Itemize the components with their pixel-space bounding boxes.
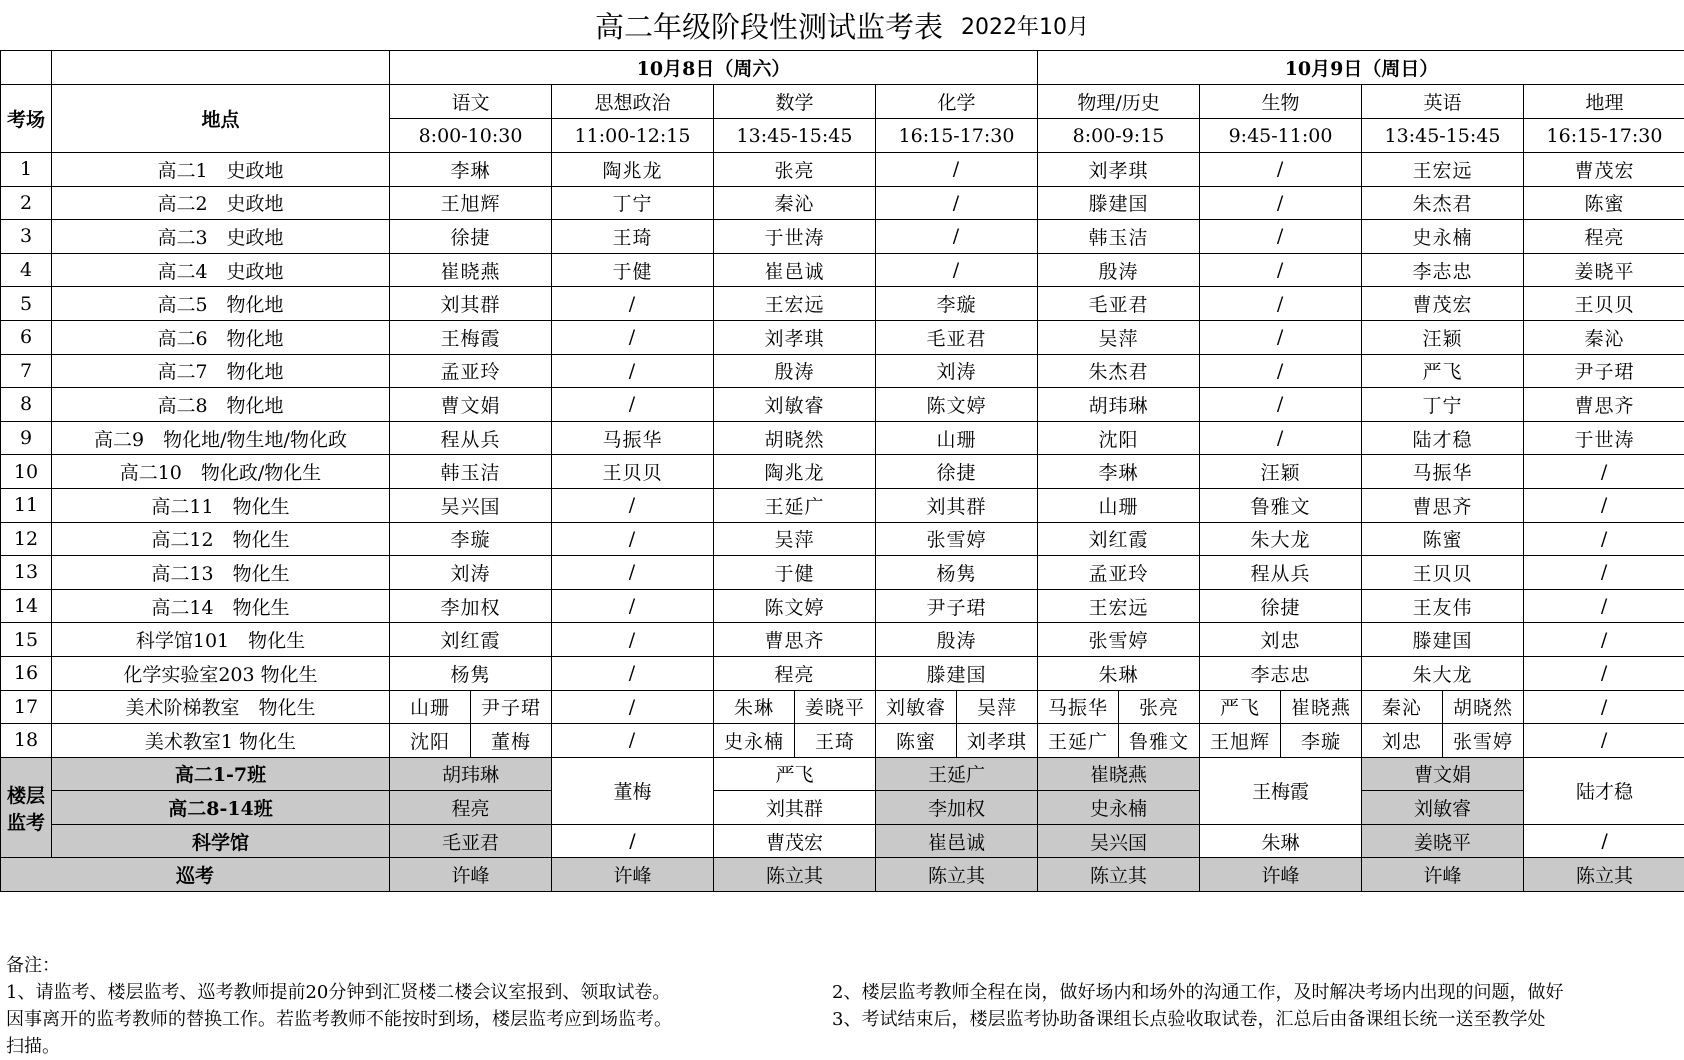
invigilator-cell: 李璇 (876, 287, 1038, 321)
invigilator-cell: 朱大龙 (1362, 656, 1524, 690)
room-location: 高二8 物化地 (52, 388, 390, 422)
note-2-cont: 因事离开的监考教师的替换工作。若监考教师不能按时到场，楼层监考应到场监考。 (6, 1006, 672, 1033)
room-number: 14 (1, 589, 52, 623)
invigilator-cell: 毛亚君 (876, 320, 1038, 354)
floor-cell: 曹茂宏 (714, 824, 876, 858)
invigilator-cell: / (552, 724, 714, 758)
invigilator-cell: 吴萍 (957, 690, 1038, 724)
invigilator-cell: 严飞 (1362, 354, 1524, 388)
patrol-label: 巡考 (1, 858, 390, 892)
patrol-cell: 许峰 (390, 858, 552, 892)
invigilator-cell: 王友伟 (1362, 589, 1524, 623)
invigilator-cell: 李加权 (390, 589, 552, 623)
patrol-cell: 陈立其 (876, 858, 1038, 892)
room-number: 10 (1, 455, 52, 489)
invigilator-cell: / (552, 522, 714, 556)
day2-header: 10月9日（周日） (1038, 51, 1684, 85)
invigilator-cell: 马振华 (1362, 455, 1524, 489)
invigilator-cell: 胡晓然 (1443, 690, 1524, 724)
invigilator-cell: 胡晓然 (714, 421, 876, 455)
invigilator-cell: 沈阳 (390, 724, 471, 758)
invigilator-cell: 王贝贝 (1524, 287, 1684, 321)
invigilator-cell: 曹茂宏 (1362, 287, 1524, 321)
invigilator-cell: / (1200, 421, 1362, 455)
invigilator-cell: 殷涛 (1038, 253, 1200, 287)
room-location: 高二6 物化地 (52, 320, 390, 354)
invigilator-cell: 尹子珺 (1524, 354, 1684, 388)
invigilator-cell: 王旭辉 (390, 186, 552, 220)
sheet-title (0, 0, 1684, 50)
invigilator-cell: / (876, 186, 1038, 220)
floor-cell: 陆才稳 (1524, 757, 1684, 824)
table-row (1, 488, 1684, 522)
floor-cell: 董梅 (552, 757, 714, 824)
invigilator-cell: 朱琳 (714, 690, 795, 724)
invigilator-cell: / (1524, 455, 1684, 489)
time-header: 9:45-11:00 (1200, 119, 1362, 153)
invigilator-cell: 王琦 (795, 724, 876, 758)
invigilator-cell: / (876, 220, 1038, 254)
invigilator-cell: / (1200, 253, 1362, 287)
time-header: 11:00-12:15 (552, 119, 714, 153)
time-header: 13:45-15:45 (1362, 119, 1524, 153)
invigilator-cell: 秦沁 (1362, 690, 1443, 724)
invigilator-cell: / (1200, 186, 1362, 220)
invigilator-cell: 汪颖 (1362, 320, 1524, 354)
floor-cell: 刘敏睿 (1362, 791, 1524, 825)
invigilator-cell: 陈文婷 (714, 589, 876, 623)
room-location: 高二1 史政地 (52, 153, 390, 187)
subject-header: 数学 (714, 85, 876, 119)
invigilator-cell: 李琳 (390, 153, 552, 187)
invigilator-cell: 于健 (714, 556, 876, 590)
room-number: 13 (1, 556, 52, 590)
title-date: 2022年10月 (961, 10, 1089, 41)
room-number: 18 (1, 724, 52, 758)
invigilator-cell: 董梅 (471, 724, 552, 758)
table-row (1, 253, 1684, 287)
patrol-cell: 陈立其 (714, 858, 876, 892)
invigilator-cell: 于世涛 (1524, 421, 1684, 455)
table-row (1, 690, 1684, 724)
floor-cell: 程亮 (390, 791, 552, 825)
invigilator-cell: 朱杰君 (1362, 186, 1524, 220)
invigilator-cell: 刘敏睿 (876, 690, 957, 724)
floor-cell: 毛亚君 (390, 824, 552, 858)
invigilator-cell: 李璇 (1281, 724, 1362, 758)
invigilator-cell: 滕建国 (1362, 623, 1524, 657)
invigilator-cell: 韩玉洁 (390, 455, 552, 489)
invigilator-cell: / (1524, 488, 1684, 522)
invigilator-cell: 刘敏睿 (714, 388, 876, 422)
room-location: 高二12 物化生 (52, 522, 390, 556)
invigilator-cell: 陈蜜 (876, 724, 957, 758)
invigilator-cell: 刘其群 (876, 488, 1038, 522)
patrol-cell: 许峰 (1200, 858, 1362, 892)
invigilator-cell: / (1200, 388, 1362, 422)
invigilator-cell: 王延广 (714, 488, 876, 522)
note-1: 1、请监考、楼层监考、巡考教师提前20分钟到汇贤楼二楼会议室报到、领取试卷。 (6, 979, 670, 1006)
invigilator-cell: 沈阳 (1038, 421, 1200, 455)
invigilator-cell: 陈蜜 (1524, 186, 1684, 220)
floor-group: 高二8-14班 (52, 791, 390, 825)
invigilator-cell: 陆才稳 (1362, 421, 1524, 455)
room-location: 高二3 史政地 (52, 220, 390, 254)
invigilator-cell: 韩玉洁 (1038, 220, 1200, 254)
invigilator-cell: / (1200, 220, 1362, 254)
invigilator-cell: 史永楠 (714, 724, 795, 758)
room-number: 1 (1, 153, 52, 187)
invigilator-cell: 刘忠 (1200, 623, 1362, 657)
table-row (1, 388, 1684, 422)
patrol-cell: 陈立其 (1524, 858, 1684, 892)
invigilator-cell: 刘忠 (1362, 724, 1443, 758)
invigilator-cell: 崔晓燕 (390, 253, 552, 287)
invigilator-cell: 曹思齐 (714, 623, 876, 657)
invigilator-cell: / (552, 690, 714, 724)
invigilator-cell: 徐捷 (876, 455, 1038, 489)
invigilator-cell: / (1524, 724, 1684, 758)
floor-cell: 吴兴国 (1038, 824, 1200, 858)
invigilator-cell: 姜晓平 (795, 690, 876, 724)
invigilator-cell: 毛亚君 (1038, 287, 1200, 321)
invigilator-cell: 杨隽 (390, 656, 552, 690)
invigilator-cell: 孟亚玲 (390, 354, 552, 388)
invigilator-cell: 刘涛 (390, 556, 552, 590)
invigilator-cell: 秦沁 (1524, 320, 1684, 354)
room-number: 9 (1, 421, 52, 455)
invigilator-cell: 杨隽 (876, 556, 1038, 590)
invigilator-cell: 刘涛 (876, 354, 1038, 388)
day1-header: 10月8日（周六） (390, 51, 1038, 85)
room-number: 4 (1, 253, 52, 287)
invigilator-cell: 汪颖 (1200, 455, 1362, 489)
invigilator-cell: 张雪婷 (1038, 623, 1200, 657)
room-location: 高二9 物化地/物生地/物化政 (52, 421, 390, 455)
invigilator-cell: 王宏远 (1362, 153, 1524, 187)
invigilator-cell: 刘孝琪 (957, 724, 1038, 758)
floor-cell: 史永楠 (1038, 791, 1200, 825)
invigilator-cell: 崔晓燕 (1281, 690, 1362, 724)
table-row (1, 220, 1684, 254)
invigilator-cell: 刘孝琪 (714, 320, 876, 354)
invigilator-cell: 徐捷 (390, 220, 552, 254)
invigilator-cell: 程亮 (714, 656, 876, 690)
room-number: 12 (1, 522, 52, 556)
floor-cell: 王梅霞 (1200, 757, 1362, 824)
table-row (1, 556, 1684, 590)
room-number: 11 (1, 488, 52, 522)
room-location: 高二7 物化地 (52, 354, 390, 388)
invigilator-cell: 吴兴国 (390, 488, 552, 522)
room-number: 3 (1, 220, 52, 254)
invigilator-cell: 陶兆龙 (714, 455, 876, 489)
note-3: 3、考试结束后，楼层监考协助备课组长点验收取试卷，汇总后由备课组长统一送至教学处 (832, 1006, 1545, 1033)
room-number: 16 (1, 656, 52, 690)
invigilator-cell: 李璇 (390, 522, 552, 556)
invigilator-cell: 马振华 (1038, 690, 1119, 724)
table-row (1, 522, 1684, 556)
room-number: 7 (1, 354, 52, 388)
invigilator-cell: 李志忠 (1362, 253, 1524, 287)
invigilator-cell: 尹子珺 (876, 589, 1038, 623)
invigilator-cell: 于世涛 (714, 220, 876, 254)
time-header: 8:00-9:15 (1038, 119, 1200, 153)
invigilator-cell: 史永楠 (1362, 220, 1524, 254)
floor-cell: / (1524, 824, 1684, 858)
room-location: 高二11 物化生 (52, 488, 390, 522)
room-number: 15 (1, 623, 52, 657)
invigilator-cell: 张亮 (1119, 690, 1200, 724)
invigilator-cell: / (876, 253, 1038, 287)
corner-cell-2 (52, 51, 390, 85)
subject-header: 生物 (1200, 85, 1362, 119)
room-number: 5 (1, 287, 52, 321)
table-row (1, 724, 1684, 758)
invigilator-cell: 王琦 (552, 220, 714, 254)
invigilator-cell: 程从兵 (1200, 556, 1362, 590)
invigilator-cell: 鲁雅文 (1200, 488, 1362, 522)
floor-cell: 崔邑诚 (876, 824, 1038, 858)
subject-header: 语文 (390, 85, 552, 119)
invigilator-cell: 山珊 (876, 421, 1038, 455)
subject-header: 地理 (1524, 85, 1684, 119)
invigilator-cell: 孟亚玲 (1038, 556, 1200, 590)
invigilator-cell: / (552, 488, 714, 522)
invigilator-cell: / (552, 388, 714, 422)
invigilator-cell: / (552, 623, 714, 657)
invigilator-cell: / (876, 153, 1038, 187)
invigilator-cell: 山珊 (1038, 488, 1200, 522)
invigilator-cell: / (552, 354, 714, 388)
invigilator-cell: 陈文婷 (876, 388, 1038, 422)
subject-header: 物理/历史 (1038, 85, 1200, 119)
invigilator-cell: 刘红霞 (390, 623, 552, 657)
invigilator-cell: 吴萍 (1038, 320, 1200, 354)
room-number: 8 (1, 388, 52, 422)
invigilator-cell: 王延广 (1038, 724, 1119, 758)
room-location: 高二14 物化生 (52, 589, 390, 623)
invigilator-cell: 王宏远 (714, 287, 876, 321)
room-number: 2 (1, 186, 52, 220)
subject-header: 化学 (876, 85, 1038, 119)
invigilator-cell: 严飞 (1200, 690, 1281, 724)
invigilator-cell: / (1524, 589, 1684, 623)
patrol-cell: 陈立其 (1038, 858, 1200, 892)
invigilator-cell: / (1524, 623, 1684, 657)
room-location: 高二4 史政地 (52, 253, 390, 287)
table-row (1, 186, 1684, 220)
invigilator-cell: / (552, 287, 714, 321)
floor-cell: 严飞 (714, 757, 876, 791)
page-title: 高二年级阶段性测试监考表 (595, 5, 943, 46)
subject-header: 英语 (1362, 85, 1524, 119)
invigilator-cell: 刘其群 (390, 287, 552, 321)
invigilator-cell: 张雪婷 (1443, 724, 1524, 758)
table-row (1, 421, 1684, 455)
invigilator-cell: / (1524, 522, 1684, 556)
invigilator-cell: 胡玮琳 (1038, 388, 1200, 422)
invigilator-cell: 姜晓平 (1524, 253, 1684, 287)
room-header: 考场 (1, 85, 52, 153)
note-2: 2、楼层监考教师全程在岗，做好场内和场外的沟通工作，及时解决考场内出现的问题，做好 (832, 979, 1563, 1006)
invigilator-cell: 刘红霞 (1038, 522, 1200, 556)
floor-group: 高二1-7班 (52, 757, 390, 791)
invigilator-cell: 殷涛 (714, 354, 876, 388)
invigilator-cell: 程亮 (1524, 220, 1684, 254)
floor-cell: 李加权 (876, 791, 1038, 825)
invigilator-cell: 陈蜜 (1362, 522, 1524, 556)
invigilator-cell: / (1200, 153, 1362, 187)
time-header: 16:15-17:30 (1524, 119, 1684, 153)
floor-cell: / (552, 824, 714, 858)
invigilator-cell: 鲁雅文 (1119, 724, 1200, 758)
invigilator-cell: 吴萍 (714, 522, 876, 556)
floor-cell: 曹文娟 (1362, 757, 1524, 791)
table-row (1, 623, 1684, 657)
time-header: 8:00-10:30 (390, 119, 552, 153)
invigilator-cell: 朱大龙 (1200, 522, 1362, 556)
room-number: 17 (1, 690, 52, 724)
invigilator-cell: 秦沁 (714, 186, 876, 220)
invigilator-cell: / (552, 320, 714, 354)
invigilation-table (0, 50, 1684, 892)
room-location: 美术教室1 物化生 (52, 724, 390, 758)
floor-cell: 王延广 (876, 757, 1038, 791)
notes (0, 952, 1684, 1060)
invigilator-cell: / (1200, 287, 1362, 321)
table-row (1, 320, 1684, 354)
room-location: 高二2 史政地 (52, 186, 390, 220)
invigilator-cell: 王梅霞 (390, 320, 552, 354)
invigilator-cell: 曹思齐 (1362, 488, 1524, 522)
invigilator-cell: 王贝贝 (1362, 556, 1524, 590)
invigilator-cell: 李志忠 (1200, 656, 1362, 690)
invigilator-cell: 崔邑诚 (714, 253, 876, 287)
room-location: 高二10 物化政/物化生 (52, 455, 390, 489)
floor-cell: 胡玮琳 (390, 757, 552, 791)
notes-heading: 备注： (6, 952, 60, 979)
floor-cell: 刘其群 (714, 791, 876, 825)
table-row (1, 287, 1684, 321)
invigilator-cell: 丁宁 (1362, 388, 1524, 422)
room-location: 高二13 物化生 (52, 556, 390, 590)
table-row (1, 656, 1684, 690)
time-header: 16:15-17:30 (876, 119, 1038, 153)
floor-cell: 姜晓平 (1362, 824, 1524, 858)
invigilator-cell: 刘孝琪 (1038, 153, 1200, 187)
table-row (1, 153, 1684, 187)
invigilator-cell: 曹思齐 (1524, 388, 1684, 422)
patrol-cell: 许峰 (552, 858, 714, 892)
room-number: 6 (1, 320, 52, 354)
invigilator-cell: 滕建国 (1038, 186, 1200, 220)
invigilator-cell: / (1200, 354, 1362, 388)
invigilator-cell: 朱琳 (1038, 656, 1200, 690)
floor-cell: 崔晓燕 (1038, 757, 1200, 791)
invigilator-cell: 程从兵 (390, 421, 552, 455)
patrol-cell: 许峰 (1362, 858, 1524, 892)
invigilator-cell: 陶兆龙 (552, 153, 714, 187)
invigilator-cell: / (552, 589, 714, 623)
invigilator-cell: / (1524, 556, 1684, 590)
floor-cell: 朱琳 (1200, 824, 1362, 858)
invigilator-cell: 曹茂宏 (1524, 153, 1684, 187)
invigilator-cell: 马振华 (552, 421, 714, 455)
table-row (1, 455, 1684, 489)
invigilator-cell: 曹文娟 (390, 388, 552, 422)
invigilator-cell: / (1524, 690, 1684, 724)
room-location: 科学馆101 物化生 (52, 623, 390, 657)
invigilator-cell: 张亮 (714, 153, 876, 187)
invigilator-cell: 殷涛 (876, 623, 1038, 657)
room-location: 化学实验室203 物化生 (52, 656, 390, 690)
invigilator-cell: 徐捷 (1200, 589, 1362, 623)
table-row (1, 354, 1684, 388)
invigilator-cell: 王旭辉 (1200, 724, 1281, 758)
invigilator-cell: / (552, 556, 714, 590)
invigilator-cell: 王宏远 (1038, 589, 1200, 623)
corner-cell (1, 51, 52, 85)
floor-group: 科学馆 (52, 824, 390, 858)
invigilator-cell: 王贝贝 (552, 455, 714, 489)
invigilator-cell: 滕建国 (876, 656, 1038, 690)
location-header: 地点 (52, 85, 390, 153)
invigilator-cell: 张雪婷 (876, 522, 1038, 556)
invigilator-cell: 丁宁 (552, 186, 714, 220)
table-row (1, 589, 1684, 623)
invigilator-cell: / (552, 656, 714, 690)
invigilator-cell: 于健 (552, 253, 714, 287)
invigilator-cell: 山珊 (390, 690, 471, 724)
time-header: 13:45-15:45 (714, 119, 876, 153)
note-3-cont: 扫描。 (6, 1033, 60, 1060)
invigilator-cell: 尹子珺 (471, 690, 552, 724)
room-location: 美术阶梯教室 物化生 (52, 690, 390, 724)
room-location: 高二5 物化地 (52, 287, 390, 321)
subject-header: 思想政治 (552, 85, 714, 119)
invigilator-cell: 朱杰君 (1038, 354, 1200, 388)
floor-supervisor-label: 楼层 监考 (1, 757, 52, 858)
invigilator-cell: / (1200, 320, 1362, 354)
invigilator-cell: 李琳 (1038, 455, 1200, 489)
invigilator-cell: / (1524, 656, 1684, 690)
